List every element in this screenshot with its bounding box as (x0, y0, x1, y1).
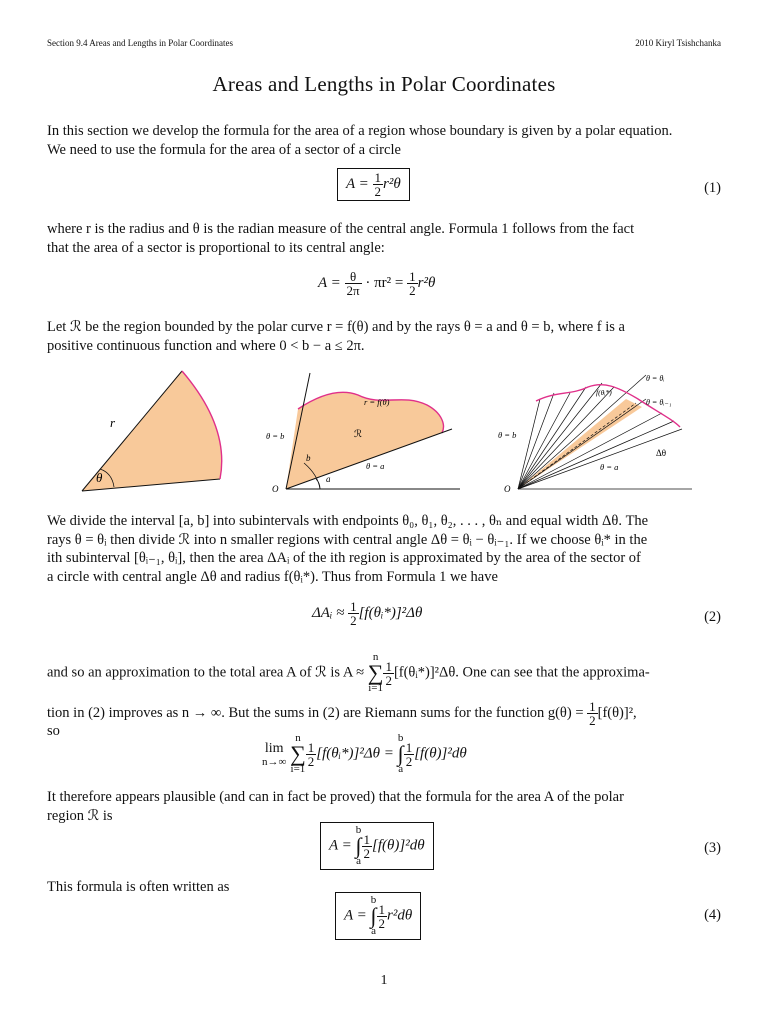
denominator: 2 (405, 753, 413, 769)
text-segment: [f(θ)]², (597, 704, 637, 721)
equation-2 (312, 600, 422, 627)
sector-fill (82, 371, 222, 491)
text-line: where r is the radius and θ is the radian measure of the central angle. Formula 1 follows from the fact (47, 221, 635, 237)
summation (368, 652, 384, 694)
denominator: 2 (378, 915, 386, 931)
label-ray-a: θ = a (600, 462, 619, 472)
integral-symbol: ∫ (397, 741, 404, 766)
text-line: We divide the interval [a, b] into subintervals with endpoints θ₀, θ₁, θ₂, . . . , θₙ and equal width Δθ. The (47, 513, 649, 529)
paragraph-2 (47, 220, 723, 257)
int-upper: b (355, 824, 362, 836)
lim-text: lim (264, 740, 284, 756)
label-r: r (110, 415, 116, 430)
numerator: 1 (378, 901, 386, 917)
sum-symbol: ∑ (367, 660, 384, 685)
sum-upper: n (372, 651, 379, 663)
label-b: b (306, 453, 311, 463)
label-theta: θ (96, 470, 103, 485)
int-upper: b (397, 732, 404, 744)
text-line: Let ℛ be the region bounded by the polar curve r = f(θ) and by the rays θ = a and θ = b, where f is a (47, 319, 625, 335)
text-line: that the area of a sector is proportional to its central angle: (47, 239, 385, 256)
numerator: 1 (385, 658, 392, 674)
int-lower: a (371, 925, 376, 937)
fraction-half (404, 741, 415, 768)
eq-mid: · πr² = (365, 274, 404, 291)
denominator: 2 (363, 845, 371, 861)
text-line: We need to use the formula for the area of a sector of a circle (47, 141, 401, 158)
lim-subscript: n→∞ (262, 755, 287, 768)
eq-rhs: r²dθ (387, 907, 413, 924)
fraction-half (373, 171, 384, 198)
equation-3-number: (3) (704, 840, 721, 856)
running-header-left: Section 9.4 Areas and Lengths in Polar Coordinates (47, 38, 233, 48)
fraction-half (362, 833, 373, 860)
limit-equation (262, 733, 467, 775)
sum-lower: i=1 (290, 763, 306, 775)
label-ray-b: θ = b (266, 431, 285, 441)
text-segment: and so an approximation to the total area A of ℛ is A ≈ (47, 664, 365, 681)
numerator: 1 (350, 599, 357, 614)
text-line: region ℛ is (47, 807, 113, 824)
denominator: 2 (409, 283, 416, 298)
limit-operator (262, 741, 286, 768)
eq-lhs: A = (344, 907, 367, 924)
text-segment: tion in (2) improves as n → ∞. But the sums in (2) are Riemann sums for the function g(θ) = (47, 704, 584, 721)
denominator: 2 (589, 713, 596, 728)
numerator: 1 (589, 699, 596, 714)
numerator: 1 (363, 831, 371, 847)
text-line: It therefore appears plausible (and can in fact be proved) that the formula for the area A of the polar (47, 789, 624, 805)
int-upper: b (370, 894, 377, 906)
text-line: In this section we develop the formula for the area of a region whose boundary is given by a polar equation. (47, 123, 673, 139)
text-line: ith subinterval [θᵢ₋₁, θᵢ], then the area ΔAᵢ of the ith region is approximated by the area of the sector of (47, 550, 641, 566)
summation (290, 733, 306, 775)
fraction-half (407, 270, 418, 297)
figure-subdivided-region (496, 365, 696, 495)
eq-mid: [f(θᵢ*)]²Δθ = (316, 745, 394, 762)
label-theta-i: θ = θᵢ (646, 374, 665, 383)
numerator: 1 (409, 269, 416, 284)
page-number: 1 (380, 973, 388, 988)
eq-rhs: r²θ (383, 175, 401, 192)
equation-4-box (335, 892, 421, 940)
denominator: 2 (307, 753, 315, 769)
paragraph-4 (47, 512, 723, 586)
fraction-half (348, 600, 359, 627)
numerator: 1 (374, 170, 382, 185)
text-line: rays θ = θᵢ then divide ℛ into n smaller regions with central angle Δθ = θᵢ − θᵢ₋₁. If we choose θᵢ* in the (47, 531, 648, 548)
label-a: a (326, 474, 331, 484)
sum-lower: i=1 (368, 682, 383, 694)
text-line: a circle with central angle Δθ and radius f(θᵢ*). Thus from Formula 1 we have (47, 568, 498, 585)
integral-symbol: ∫ (355, 833, 362, 858)
running-header-right: 2010 Kiryl Tsishchanka (635, 38, 721, 48)
denominator: 2 (385, 672, 392, 688)
int-lower: a (356, 855, 361, 867)
paragraph-5 (47, 652, 723, 694)
integral-symbol: ∫ (370, 903, 377, 928)
denominator: 2π (346, 283, 360, 298)
label-f-theta-star: f(θᵢ*) (596, 388, 612, 397)
eq-lhs: A = (318, 274, 341, 291)
eq-rhs: r²θ (417, 274, 436, 291)
figure-sector (70, 365, 250, 495)
fraction-half (306, 741, 317, 768)
figure-polar-region (262, 365, 462, 495)
numerator: 1 (405, 739, 413, 755)
eq-lhs: A = (329, 837, 352, 854)
equation-4-number: (4) (704, 907, 721, 923)
label-curve: r = f(θ) (364, 397, 390, 407)
eq-rhs: [f(θ)]²dθ (372, 837, 425, 854)
equation-2-number: (2) (704, 609, 721, 625)
label-delta-theta: Δθ (656, 448, 667, 458)
numerator: 1 (307, 739, 315, 755)
numerator: θ (345, 270, 362, 284)
page-title: Areas and Lengths in Polar Coordinates (212, 72, 556, 96)
intro-paragraph (47, 122, 723, 159)
eq-lhs: A = (346, 175, 369, 192)
denominator: 2 (374, 184, 382, 199)
equation-1-box (337, 168, 410, 201)
paragraph-7 (47, 788, 723, 825)
eq-lhs: ΔAᵢ ≈ (312, 604, 345, 621)
label-ray-a: θ = a (366, 461, 385, 471)
label-origin: O (272, 484, 279, 494)
int-lower: a (398, 763, 404, 775)
label-theta-i-minus: θ = θᵢ₋₁ (646, 398, 672, 407)
sector-equation (318, 270, 435, 297)
eq-rhs: [f(θᵢ*)]²Δθ (358, 604, 423, 621)
paragraph-8: This formula is often written as (47, 879, 230, 895)
label-origin: O (504, 484, 511, 494)
equation-1-number: (1) (704, 180, 721, 196)
paragraph-3 (47, 318, 723, 355)
equation-3-box (320, 822, 434, 870)
sum-symbol: ∑ (290, 741, 306, 766)
label-ray-b: θ = b (498, 430, 517, 440)
eq-rhs: [f(θ)]²dθ (414, 745, 467, 762)
label-region: ℛ (354, 429, 362, 440)
fraction-theta-2pi (345, 270, 362, 297)
text-line: positive continuous function and where 0 < b − a ≤ 2π. (47, 337, 365, 354)
fraction-half (377, 903, 388, 930)
denominator: 2 (350, 613, 357, 628)
text-segment: [f(θᵢ*)]²Δθ. One can see that the approxima- (393, 664, 650, 681)
paragraph-6-cont: so (47, 723, 60, 739)
fraction-half (383, 660, 394, 687)
sum-upper: n (295, 732, 301, 744)
